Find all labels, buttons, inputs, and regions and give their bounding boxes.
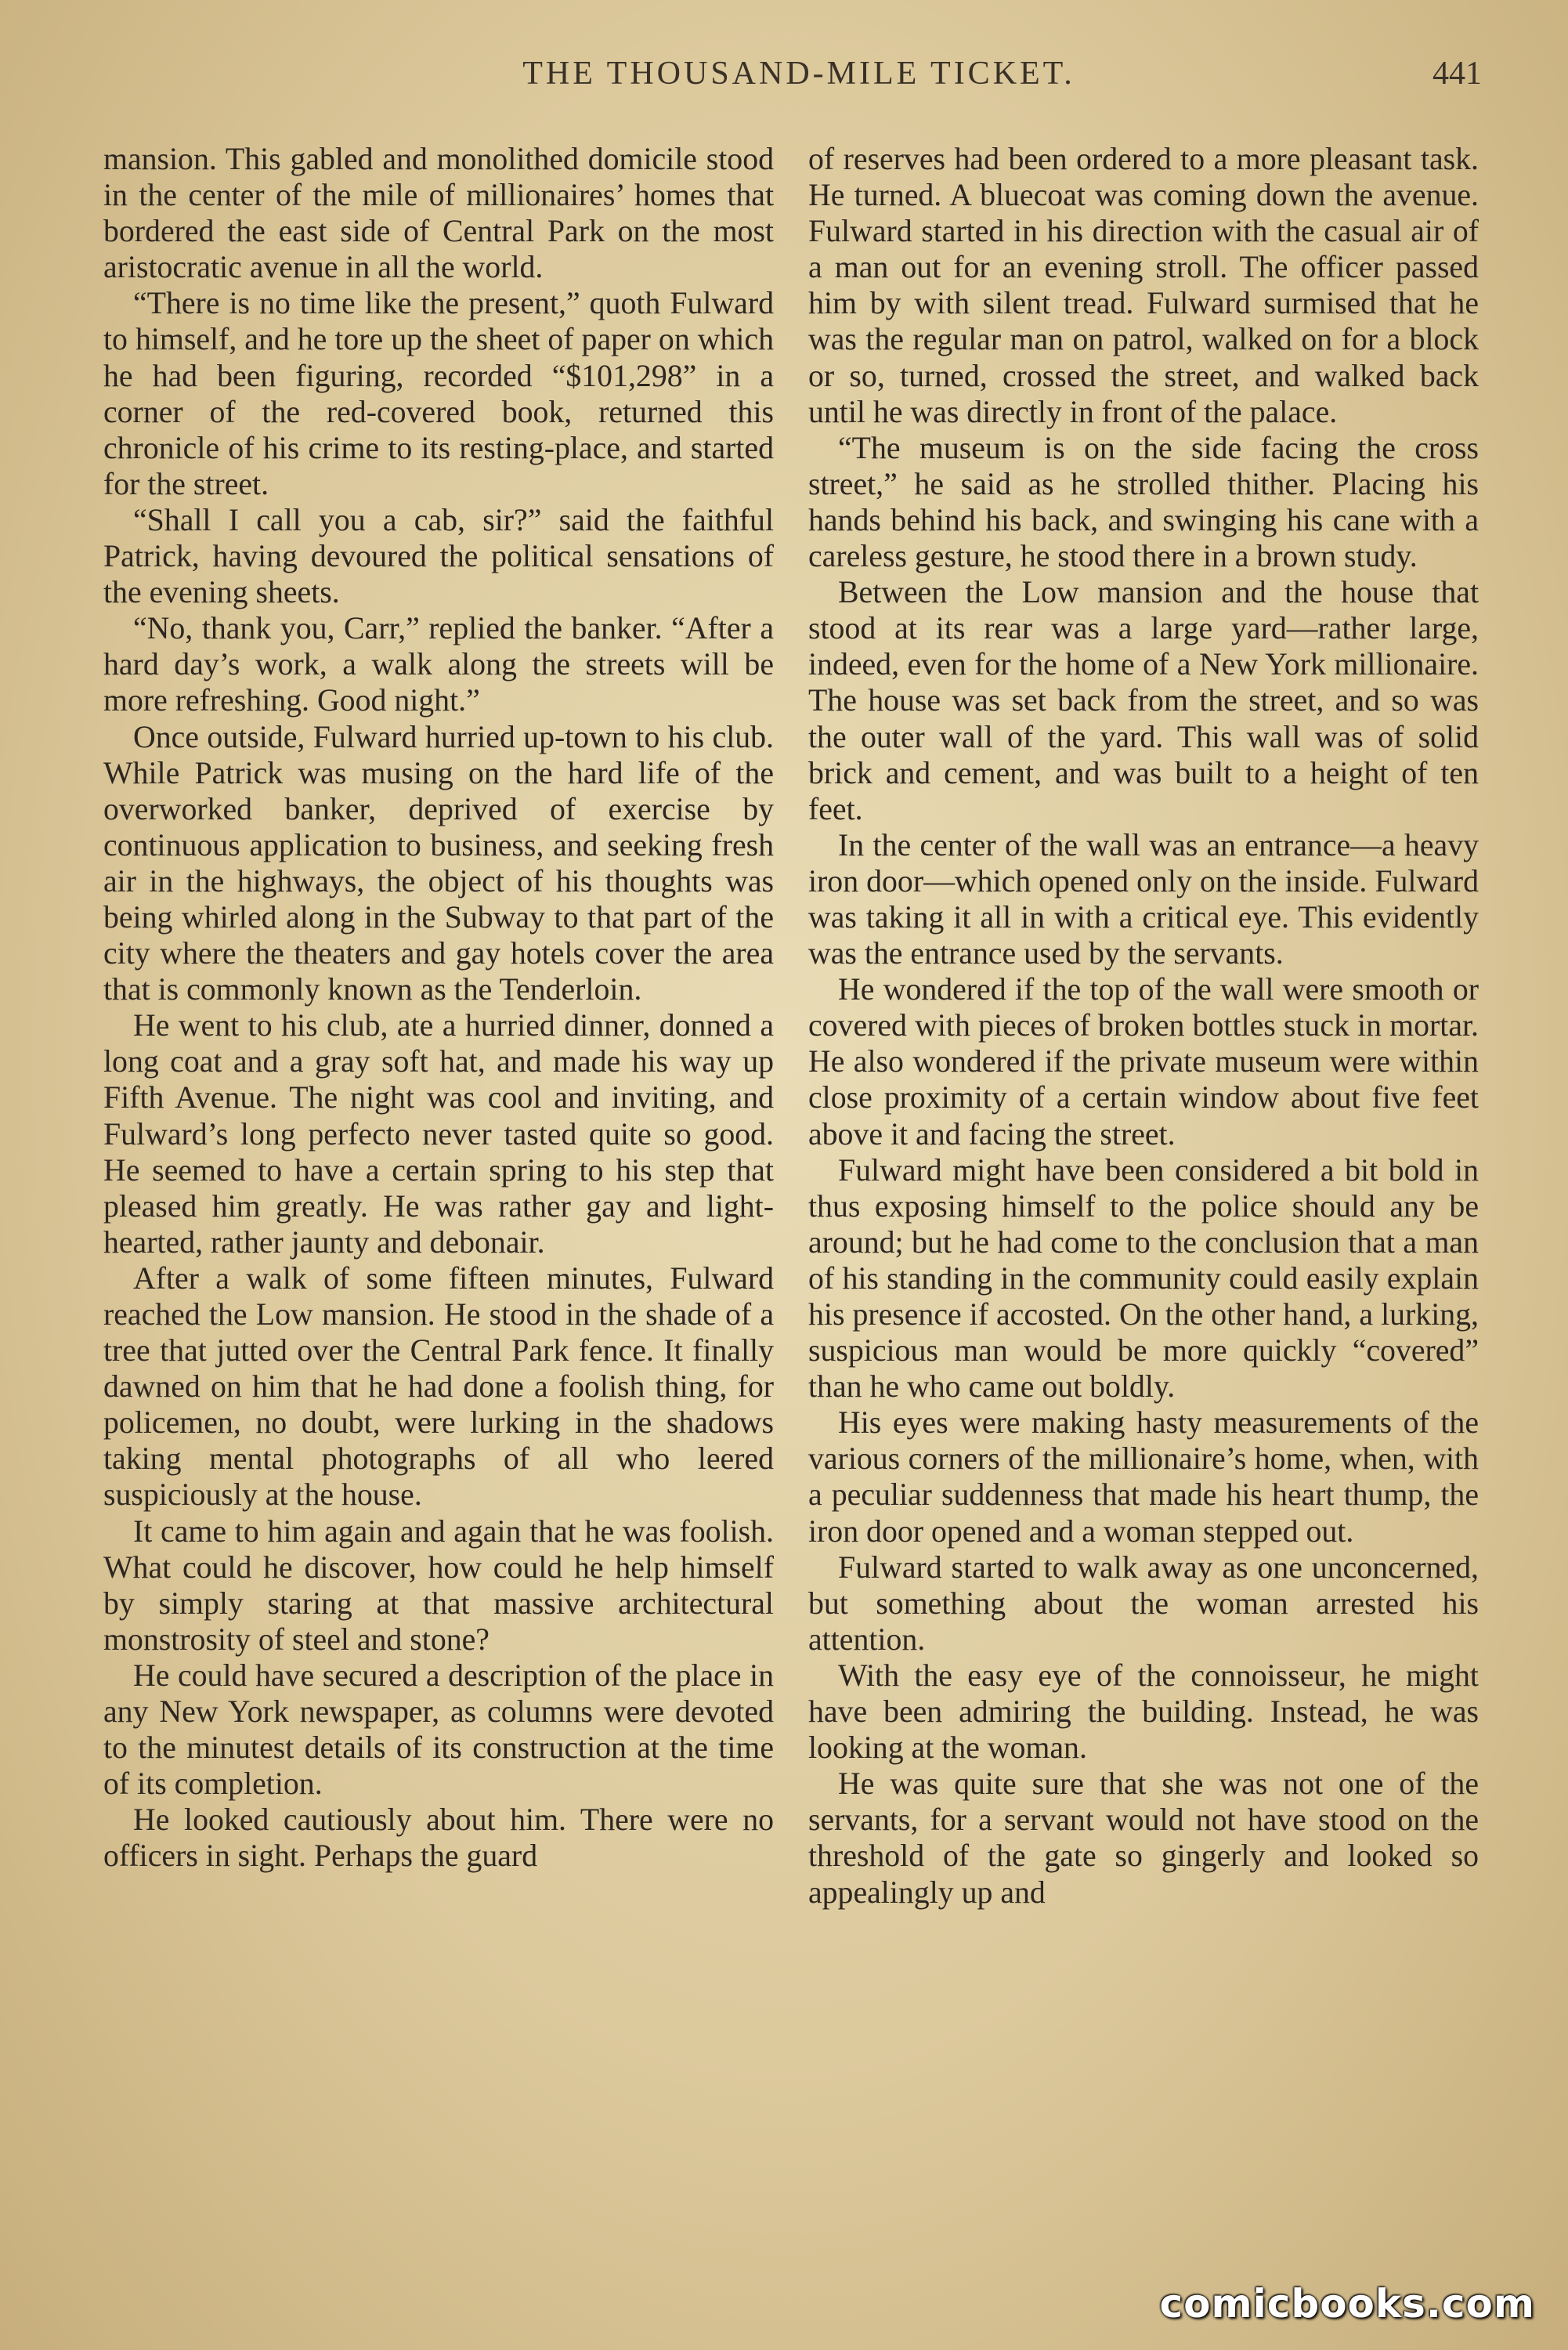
paragraph: He was quite sure that she was not one of the servants, for a servant would not have stood on the threshold of the gate so gingerly and looked so appealingly up and	[808, 1766, 1479, 1910]
paragraph: He went to his club, ate a hurried dinner, donned a long coat and a gray soft hat, and made his way up Fifth Avenue. The night was cool and inviting, and Fulward’s long perfecto never tasted quite so good. He seemed to have a certain spring to his step that pleased him greatly. He was rather gay and light-hearted, rather jaunty and debonair.	[103, 1008, 774, 1260]
page-number: 441	[1433, 56, 1482, 92]
paragraph: His eyes were making hasty measurements of the various corners of the millionaire’s home, when, with a peculiar suddenness that made his heart thump, the iron door opened and a woman stepped out.	[808, 1405, 1479, 1549]
paragraph: Fulward started to walk away as one unconcerned, but something about the woman arrested his attention.	[808, 1549, 1479, 1657]
paragraph: mansion. This gabled and monolithed domicile stood in the center of the mile of millionaires’ homes that bordered the east side of Central Park on the most aristocratic avenue in all the world.	[103, 142, 774, 285]
paragraph: “There is no time like the present,” quoth Fulward to himself, and he tore up the sheet of paper on which he had been figuring, recorded “$101,298” in a corner of the red-covered book, returned this chronicle of his crime to its resting-place, and started for the street.	[103, 286, 774, 501]
paragraph: Once outside, Fulward hurried up-town to his club. While Patrick was musing on the hard life of the overworked banker, deprived of exercise by continuous application to business, and seeking fresh air in the highways, the object of his thoughts was being whirled along in the Subway to that part of the city where the theaters and gay hotels cover the area that is commonly known as the Tenderloin.	[103, 719, 774, 1007]
paragraph: “The museum is on the side facing the cross street,” he said as he strolled thither. Placing his hands behind his back, and swinging his cane with a careless gesture, he stood there in a brown study.	[808, 430, 1479, 574]
paragraph: “Shall I call you a cab, sir?” said the faithful Patrick, having devoured the political sensations of the evening sheets.	[103, 502, 774, 610]
paragraph: Between the Low mansion and the house that stood at its rear was a large yard—rather large, indeed, even for the home of a New York millionaire. The house was set back from the street, and so was the outer wall of the yard. This wall was of solid brick and cement, and was built to a height of ten feet.	[808, 575, 1479, 826]
paragraph: of reserves had been ordered to a more pleasant task. He turned. A bluecoat was coming down the avenue. Fulward started in his direction with the casual air of a man out for an evening stroll. The officer passed him by with silent tread. Fulward surmised that he was the regular man on patrol, walked on for a block or so, turned, crossed the street, and walked back until he was directly in front of the palace.	[808, 142, 1479, 429]
paragraph: He could have secured a description of the place in any New York newspaper, as columns were devoted to the minutest details of its construction at the time of its completion.	[103, 1658, 774, 1802]
left-column	[103, 141, 774, 1875]
paragraph: In the center of the wall was an entrance—a heavy iron door—which opened only on the inside. Fulward was taking it all in with a critical eye. This evidently was the entrance used by the servants.	[808, 827, 1479, 971]
paragraph: “No, thank you, Carr,” replied the banker. “After a hard day’s work, a walk along the streets will be more refreshing. Good night.”	[103, 611, 774, 718]
paragraph: It came to him again and again that he was foolish. What could he discover, how could he help himself by simply staring at that massive architectural monstrosity of steel and stone?	[103, 1513, 774, 1657]
paragraph: After a walk of some fifteen minutes, Fulward reached the Low mansion. He stood in the shade of a tree that jutted over the Central Park fence. It finally dawned on him that he had done a foolish thing, for policemen, no doubt, were lurking in the shadows taking mental photographs of all who leered suspiciously at the house.	[103, 1260, 774, 1513]
running-title: THE THOUSAND-MILE TICKET.	[522, 56, 1075, 92]
paragraph: He looked cautiously about him. There were no officers in sight. Perhaps the guard	[103, 1802, 774, 1874]
right-column	[808, 141, 1479, 1911]
watermark: comicbooks.com	[1159, 2281, 1535, 2326]
paragraph: He wondered if the top of the wall were smooth or covered with pieces of broken bottles stuck in mortar. He also wondered if the private museum were within close proximity of a certain window about five feet above it and facing the street.	[808, 972, 1479, 1152]
paragraph: Fulward might have been considered a bit bold in thus exposing himself to the police should any be around; but he had come to the conclusion that a man of his standing in the community could easily explain his presence if accosted. On the other hand, a lurking, suspicious man would be more quickly “covered” than he who came out boldly.	[808, 1152, 1479, 1405]
paragraph: With the easy eye of the connoisseur, he might have been admiring the building. Instead, he was looking at the woman.	[808, 1658, 1479, 1766]
